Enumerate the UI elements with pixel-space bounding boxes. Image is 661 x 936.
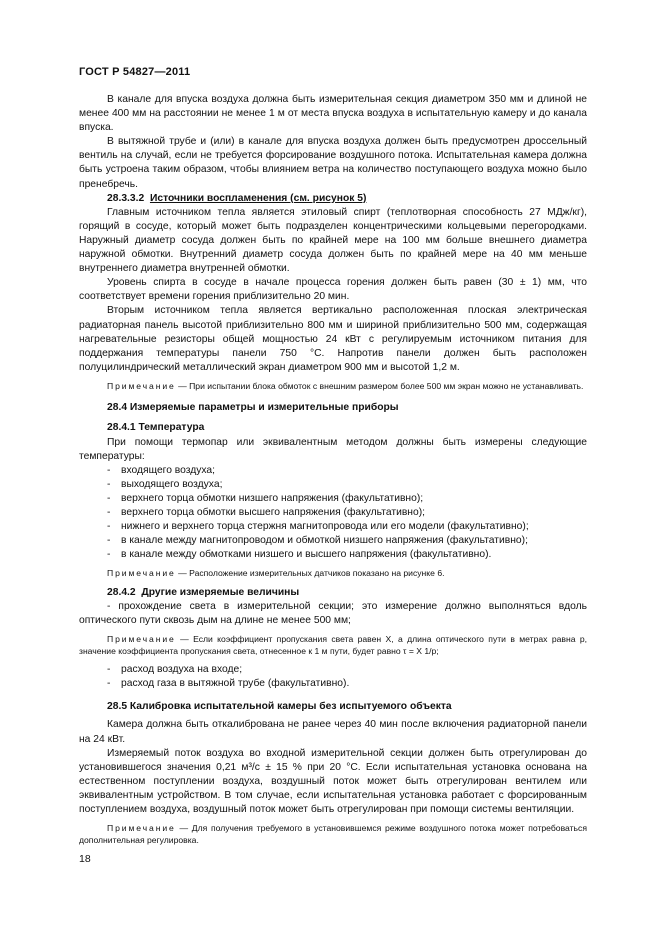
paragraph-radiator-panel: Вторым источником тепла является вертикально расположенная плоская электрическая радиаторная панель высотой приблизительно 800 мм и шириной приблизительно 500 мм, содержащая нагревательные резисторы общей мощностью 24 кВт с регулируемым источником питания для поддержания температуры панели 750 °С. Напротив панели должен быть расположен полуцилиндрический металлический экран диаметром 900 мм и высотой 1,2 м. xyxy=(79,305,587,373)
note-text: — Для получения требуемого в установившемся режиме воздушного потока может потребоваться дополнительная регулировка. xyxy=(79,823,587,845)
section-title: Другие измеряемые величины xyxy=(141,586,300,598)
note-sensors xyxy=(79,568,587,580)
list-item xyxy=(79,478,587,492)
list-item-text: нижнего и верхнего торца стержня магнитопровода или его модели (факультативно); xyxy=(121,521,529,533)
note-text: — При испытании блока обмоток с внешним размером более 500 мм экран можно не устанавливать. xyxy=(175,380,584,391)
list-item xyxy=(79,663,587,677)
list-item-text: в канале между магнитопроводом и обмоткой низшего напряжения (факультативно); xyxy=(121,535,528,547)
note-text: — Если коэффициент пропускания света равен X, а длина оптического пути в метрах равна p, значение коэффициента пропускания света, отнесенное к 1 м пути, будет равно τ = X 1/p; xyxy=(79,634,587,656)
list-dash: - xyxy=(107,464,111,476)
note-label: Примечание xyxy=(107,380,176,391)
list-dash: - xyxy=(107,535,111,547)
list-item xyxy=(79,492,587,506)
section-heading-28-5: 28.5 Калибровка испытательной камеры без испытуемого объекта xyxy=(107,701,452,713)
list-item xyxy=(79,534,587,548)
list-item-text: входящего воздуха; xyxy=(121,464,216,476)
note-regulation xyxy=(79,823,587,846)
list-item-text: верхнего торца обмотки высшего напряжения (факультативно); xyxy=(121,507,425,519)
section-number: 28.3.3.2 xyxy=(107,192,145,204)
list-item-text: расход газа в вытяжной трубе (факультативно). xyxy=(121,678,350,690)
document-body xyxy=(79,93,587,852)
section-heading-28-3-3-2 xyxy=(79,192,587,206)
section-title: Источники воспламенения (см. рисунок 5) xyxy=(149,192,367,204)
list-item xyxy=(79,506,587,520)
section-heading-28-4-1: 28.4.1 Температура xyxy=(107,422,205,434)
list-dash: - xyxy=(107,664,111,676)
list-item-text: в канале между обмотками низшего и высшего напряжения (факультативно). xyxy=(121,549,492,561)
list-dash: - xyxy=(107,492,111,504)
paragraph-exhaust-valve: В вытяжной трубе и (или) в канале для впуска воздуха должен быть предусмотрен дроссельный вентиль на случай, если не требуется форсирование воздушного потока. Испытательная камера должна быть устроена таким образом, чтобы влиянием ветра на количество поступающего воздуха можно было пренебречь. xyxy=(79,136,587,190)
list-dash: - xyxy=(107,678,111,690)
list-dash: - xyxy=(107,549,111,561)
list-dash: - xyxy=(107,507,111,519)
list-dash: - xyxy=(107,478,111,490)
section-heading-28-4-2 xyxy=(79,586,587,600)
note-label: Примечание xyxy=(107,823,176,834)
note-text: — Расположение измерительных датчиков показано на рисунке 6. xyxy=(175,568,445,579)
paragraph-air-flow: Измеряемый поток воздуха во входной измерительной секции должен быть отрегулирован до установившегося значения 0,21 м³/с ± 15 % при 20 °С. Если испытательная установка основана на естественном поступлении воздуха, воздушный поток может быть отрегулирован вентилем или эквивалентным устройством. В том случае, если испытательная установка работает с форсированным поступлением воздуха, воздушный поток может быть отрегулирован при помощи системы вентиляции. xyxy=(79,747,587,816)
other-measurements-list xyxy=(79,663,587,691)
section-heading-28-4: 28.4 Измеряемые параметры и измерительные приборы xyxy=(107,402,399,414)
list-dash: - xyxy=(107,601,111,612)
list-item xyxy=(79,520,587,534)
note-screen xyxy=(79,381,587,393)
paragraph-temperatures-intro: При помощи термопар или эквивалентным методом должны быть измерены следующие температуры: xyxy=(79,436,587,462)
note-label: Примечание xyxy=(107,634,176,645)
list-item xyxy=(79,548,587,562)
list-item-text: расход воздуха на входе; xyxy=(121,664,243,676)
paragraph-text: прохождение света в измерительной секции; это измерение должно выполняться вдоль оптического пути сквозь дым на длине не менее 500 мм; xyxy=(79,601,587,627)
document-header: ГОСТ Р 54827—2011 xyxy=(79,66,191,78)
paragraph-alcohol-level: Уровень спирта в сосуде в начале процесса горения должен быть равен (30 ± 1) мм, что соответствует времени горения приблизительно 20 мин. xyxy=(79,277,587,303)
paragraph-main-heat-source: Главным источником тепла является этиловый спирт (теплотворная способность 27 МДж/кг), горящий в сосуде, который может быть подразделен концентрическими кольцевыми перегородками. Наружный диаметр сосуда должен быть по крайней мере на 100 мм больше внешнего диаметра наружной обмотки. Внутренний диаметр сосуда должен быть по крайней мере на 40 мм меньше внутреннего диаметра внутренней обмотки. xyxy=(79,206,587,275)
list-item xyxy=(79,677,587,691)
temperature-list xyxy=(79,464,587,563)
page-number: 18 xyxy=(79,853,91,865)
note-light-coefficient xyxy=(79,634,587,657)
note-label: Примечание xyxy=(107,568,176,579)
list-item xyxy=(79,464,587,478)
paragraph-calibration-time: Камера должна быть откалибрована не ранее через 40 мин после включения радиаторной панели на 24 кВт. xyxy=(79,719,587,745)
list-dash: - xyxy=(107,521,111,533)
paragraph-light-transmission xyxy=(79,600,587,628)
paragraph-air-inlet: В канале для впуска воздуха должна быть измерительная секция диаметром 350 мм и длиной не менее 400 мм на расстоянии не менее 1 м от места впуска воздуха в испытательную камеру и до канала впуска. xyxy=(79,94,587,134)
section-number: 28.4.2 xyxy=(107,586,136,598)
list-item-text: верхнего торца обмотки низшего напряжения (факультативно); xyxy=(121,492,424,504)
list-item-text: выходящего воздуха; xyxy=(121,478,223,490)
